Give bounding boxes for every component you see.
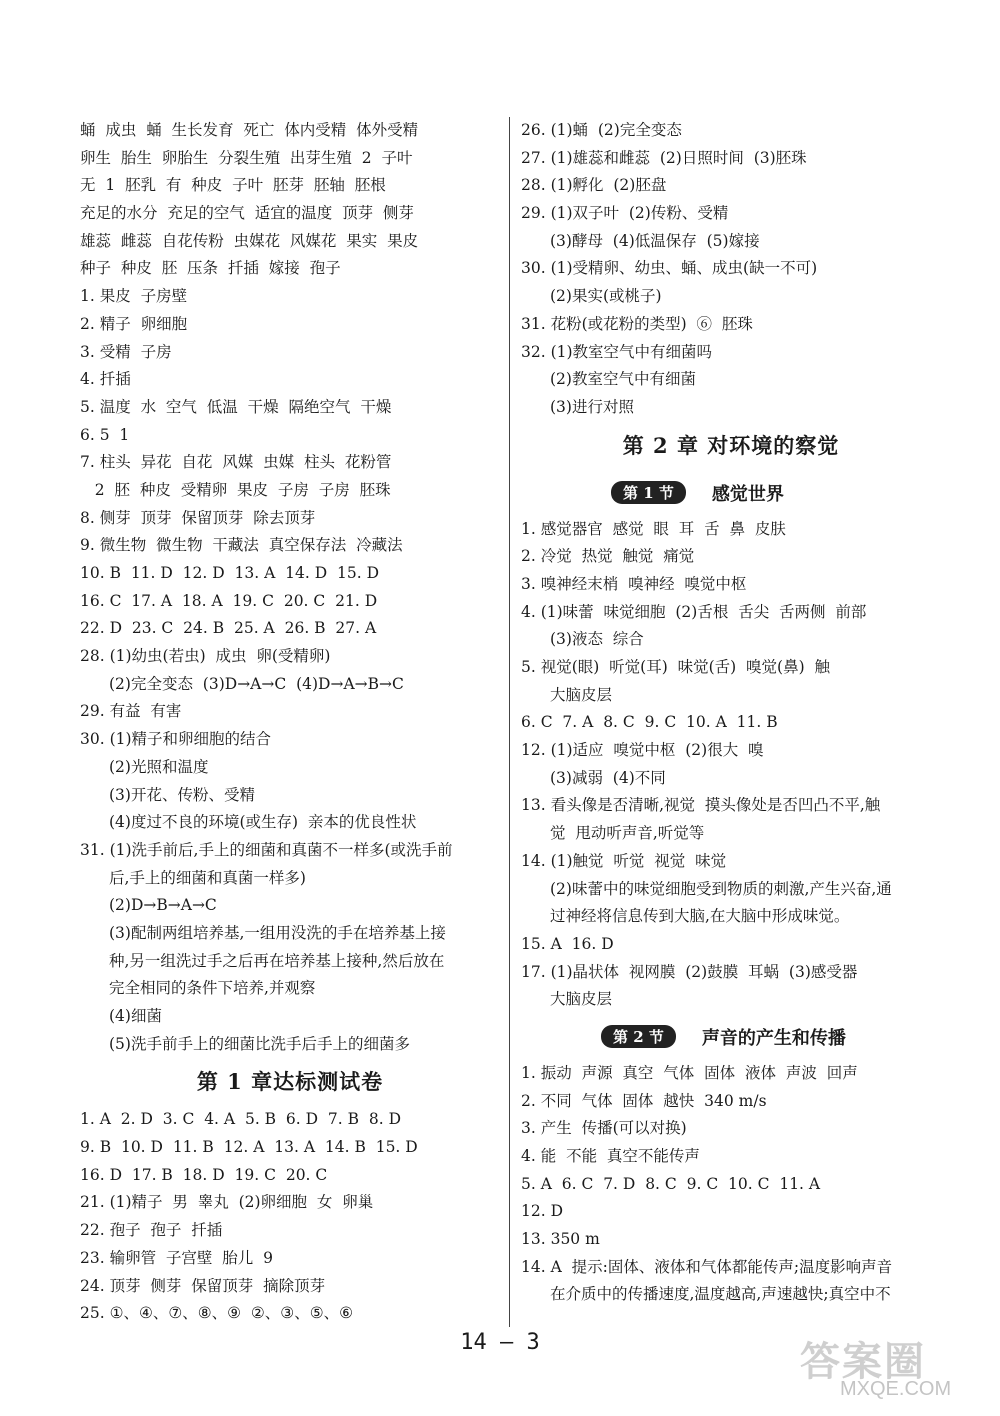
answer-line: 1. 果皮 子房壁 — [80, 287, 188, 306]
answer-line: 30. (1)受精卵、幼虫、蛹、成虫(缺一不可) — [521, 259, 818, 278]
section2-title: 声音的产生和传播 — [701, 1027, 846, 1049]
answer-line: 4. 扦插 — [80, 370, 131, 389]
answer-line: 10. B 11. D 12. D 13. A 14. D 15. D — [80, 564, 380, 582]
answer-line: 6. C 7. A 8. C 9. C 10. A 11. B — [521, 713, 778, 732]
answer-line: 完全相同的条件下培养,并观察 — [109, 979, 316, 998]
answer-line: 31. (1)洗手前后,手上的细菌和真菌不一样多(或洗手前 — [80, 840, 453, 859]
right-answer-list — [521, 117, 941, 422]
answer-line: 26. (1)蛹 (2)完全变态 — [521, 121, 682, 139]
answer-line: 3. 受精 子房 — [80, 342, 172, 361]
answer-line: 过神经将信息传到大脑,在大脑中形成味觉。 — [550, 907, 850, 926]
answer-line: 28. (1)幼虫(若虫) 成虫 卵(受精卵) — [80, 647, 331, 666]
answer-line: 13. 350 m — [521, 1230, 600, 1249]
column-divider — [509, 117, 510, 1327]
section1-heading — [521, 474, 941, 512]
left-answer-list — [80, 117, 500, 1058]
answer-line: (3)进行对照 — [550, 397, 634, 416]
answer-line: 充足的水分 充足的空气 适宜的温度 顶芽 侧芽 — [80, 204, 414, 223]
answer-line: (5)洗手前手上的细菌比洗手后手上的细菌多 — [109, 1034, 410, 1053]
answer-line: 2. 精子 卵细胞 — [80, 314, 188, 333]
answer-line: 12. (1)适应 嗅觉中枢 (2)很大 嗅 — [521, 741, 764, 760]
answer-line: 9. B 10. D 11. B 12. A 13. A 14. B 15. D — [80, 1138, 418, 1157]
answer-line: 觉 甩动听声音,听觉等 — [550, 824, 705, 843]
answer-line: 3. 产生 传播(可以对换) — [521, 1119, 687, 1138]
answer-line: 4. (1)味蕾 味觉细胞 (2)舌根 舌尖 舌两侧 前部 — [521, 602, 867, 621]
left-column — [80, 117, 500, 1328]
answer-line: 17. (1)晶状体 视网膜 (2)鼓膜 耳蜗 (3)感受器 — [521, 962, 858, 981]
answer-line: 29. 有益 有害 — [80, 702, 182, 721]
answer-line: (3)开花、传粉、受精 — [109, 785, 255, 804]
answer-line: 16. C 17. A 18. A 19. C 20. C 21. D — [80, 591, 378, 610]
answer-line: 卵生 胎生 卵胎生 分裂生殖 出芽生殖 2 子叶 — [80, 148, 413, 167]
answer-line: 2. 不同 气体 固体 越快 340 m/s — [521, 1091, 767, 1110]
answer-line: 13. 看头像是否清晰,视觉 摸头像处是否凹凸不平,触 — [521, 796, 881, 815]
answer-line: (4)度过不良的环境(或生存) 亲本的优良性状 — [109, 813, 417, 832]
section2-heading — [521, 1018, 941, 1056]
chapter2-title: 第 2 章 对环境的察觉 — [622, 432, 840, 458]
answer-line: 2. 冷觉 热觉 触觉 痛觉 — [521, 547, 695, 566]
answer-line: 14. A 提示:固体、液体和气体都能传声;温度影响声音 — [521, 1257, 893, 1276]
answer-line: 23. 输卵管 子宫壁 胎儿 9 — [80, 1248, 274, 1267]
answer-line: 12. D — [521, 1202, 564, 1221]
watermark-logo: 答案圈 — [800, 1340, 926, 1384]
section1-badge: 第 1 节 — [611, 481, 686, 504]
answer-line: (2)光照和温度 — [109, 757, 209, 776]
answer-line: 21. (1)精子 男 睾丸 (2)卵细胞 女 卵巢 — [80, 1193, 374, 1212]
answer-line: (2)果实(或桃子) — [550, 287, 662, 306]
answer-line: 15. A 16. D — [521, 934, 614, 953]
answer-line: (3)酵母 (4)低温保存 (5)嫁接 — [550, 231, 760, 250]
chapter1-test-title: 第 1 章达标测试卷 — [196, 1069, 384, 1095]
answer-line: (4)细菌 — [109, 1007, 162, 1025]
answer-line: 2 胚 种皮 受精卵 果皮 子房 子房 胚珠 — [80, 480, 391, 499]
answer-line: 蛹 成虫 蛹 生长发育 死亡 体内受精 体外受精 — [80, 121, 419, 139]
answer-line: (2)完全变态 (3)D→A→C (4)D→A→B→C — [109, 674, 404, 693]
answer-line: 在介质中的传播速度,温度越高,声速越快;真空中不 — [550, 1285, 891, 1304]
answer-line: (3)配制两组培养基,一组用没洗的手在培养基上接 — [109, 923, 446, 942]
answer-line: 1. A 2. D 3. C 4. A 5. B 6. D 7. B 8. D — [80, 1110, 402, 1129]
answer-line: 无 1 胚乳 有 种皮 子叶 胚芽 胚轴 胚根 — [80, 176, 386, 195]
answer-line: 22. 孢子 孢子 扦插 — [80, 1221, 223, 1240]
answer-line: (2)味蕾中的味觉细胞受到物质的刺激,产生兴奋,通 — [550, 879, 892, 898]
answer-line: 1. 振动 声源 真空 气体 固体 液体 声波 回声 — [521, 1063, 858, 1082]
answer-line: 29. (1)双子叶 (2)传粉、受精 — [521, 204, 729, 223]
answer-line: 7. 柱头 异花 自花 风媒 虫媒 柱头 花粉管 — [80, 453, 392, 472]
answer-line: (3)减弱 (4)不同 — [550, 768, 666, 787]
answer-line: 1. 感觉器官 感觉 眼 耳 舌 鼻 皮肤 — [521, 519, 786, 538]
answer-line: 28. (1)孵化 (2)胚盘 — [521, 176, 667, 195]
answer-line: 5. 温度 水 空气 低温 干燥 隔绝空气 干燥 — [80, 397, 392, 416]
answer-line: 后,手上的细菌和真菌一样多) — [109, 868, 306, 887]
answer-line: 3. 嗅神经末梢 嗅神经 嗅觉中枢 — [521, 574, 747, 593]
answer-line: 雄蕊 雌蕊 自花传粉 虫媒花 风媒花 果实 果皮 — [80, 231, 419, 250]
chapter1-test-answer-list — [80, 1106, 500, 1328]
answer-line: 14. (1)触觉 听觉 视觉 味觉 — [521, 851, 727, 870]
answer-line: 4. 能 不能 真空不能传声 — [521, 1147, 700, 1165]
answer-line: 大脑皮层 — [550, 990, 613, 1009]
section2-badge: 第 2 节 — [601, 1025, 676, 1048]
answer-line: 大脑皮层 — [550, 685, 613, 704]
section1-title: 感觉世界 — [711, 483, 784, 505]
answer-line: 24. 顶芽 侧芽 保留顶芽 摘除顶芽 — [80, 1276, 326, 1295]
answer-line: 16. D 17. B 18. D 19. C 20. C — [80, 1165, 328, 1184]
answer-line: 5. A 6. C 7. D 8. C 9. C 10. C 11. A — [521, 1174, 821, 1193]
answer-line: 31. 花粉(或花粉的类型) ⑥ 胚珠 — [521, 314, 753, 333]
answer-line: (2)教室空气中有细菌 — [550, 370, 696, 389]
answer-line: 种,另一组洗过手之后再在培养基上接种,然后放在 — [109, 951, 445, 970]
answer-line: 30. (1)精子和卵细胞的结合 — [80, 730, 272, 749]
section2-answer-list — [521, 1060, 941, 1309]
answer-line: 32. (1)教室空气中有细菌吗 — [521, 342, 713, 361]
answer-line: (3)液态 综合 — [550, 630, 644, 649]
answer-line: 22. D 23. C 24. B 25. A 26. B 27. A — [80, 619, 377, 638]
answer-line: 8. 侧芽 顶芽 保留顶芽 除去顶芽 — [80, 508, 316, 527]
answer-line: 种子 种皮 胚 压条 扦插 嫁接 孢子 — [80, 259, 341, 278]
page-number: 14 — 3 — [460, 1330, 540, 1355]
answer-line: 6. 5 1 — [80, 425, 130, 444]
watermark-url: MXQE.COM — [840, 1378, 952, 1400]
answer-line: 25. ①、④、⑦、⑧、⑨ ②、③、⑤、⑥ — [80, 1304, 353, 1323]
right-column — [521, 117, 941, 1309]
answer-line: (2)D→B→A→C — [109, 896, 217, 915]
answer-line: 9. 微生物 微生物 干藏法 真空保存法 冷藏法 — [80, 536, 403, 555]
section1-answer-list — [521, 516, 941, 1014]
answer-line: 5. 视觉(眼) 听觉(耳) 味觉(舌) 嗅觉(鼻) 触 — [521, 658, 831, 676]
answer-line: 27. (1)雄蕊和雌蕊 (2)日照时间 (3)胚珠 — [521, 148, 807, 167]
